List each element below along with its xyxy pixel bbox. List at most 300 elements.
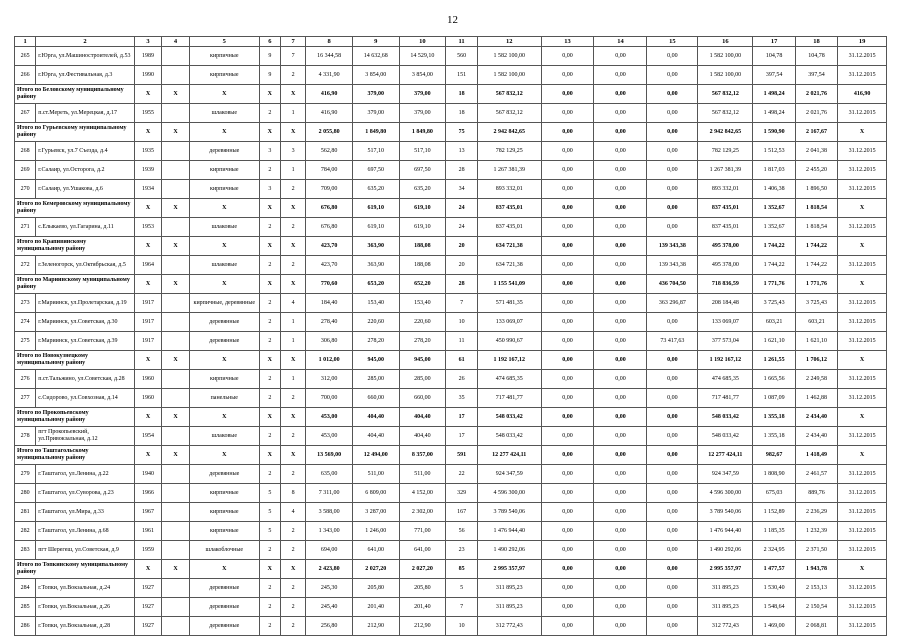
table-row [15,370,887,389]
table-cell: шлакоблочные [189,541,259,560]
table-cell: 1 087,09 [753,389,795,408]
total-cell: 653,20 [352,275,399,294]
total-cell: 2 027,20 [352,560,399,579]
table-cell: 0,00 [541,256,594,275]
table-cell: 2 [280,579,305,598]
table-cell: 1917 [134,332,162,351]
table-cell: 4 596 300,00 [477,484,541,503]
total-cell: Х [189,123,259,142]
total-cell: 85 [446,560,478,579]
table-cell: 2 [259,294,280,313]
table-cell: 31.12.2015 [838,503,887,522]
total-cell: 0,00 [594,446,647,465]
total-cell: Х [838,237,887,256]
table-cell: 1953 [134,218,162,237]
table-row [15,522,887,541]
table-cell: 495 378,00 [698,256,753,275]
table-cell: 0,00 [647,389,698,408]
total-cell: Х [280,446,305,465]
table-cell: 2 [259,541,280,560]
total-cell: 567 832,12 [477,85,541,104]
table-cell: кирпичные [189,484,259,503]
total-cell: 0,00 [594,408,647,427]
table-cell: 1940 [134,465,162,484]
total-cell: 12 494,00 [352,446,399,465]
table-cell: 2 [280,465,305,484]
total-cell: 0,00 [647,560,698,579]
column-number: 8 [306,37,353,47]
table-cell: 700,00 [306,389,353,408]
address-cell: г.Зеленогорск, ул.Октябрьская, д.5 [36,256,135,275]
table-cell: 31.12.2015 [838,617,887,636]
total-cell: Х [162,275,190,294]
table-cell: 3 854,00 [352,66,399,85]
table-cell: 0,00 [594,313,647,332]
total-cell: 0,00 [647,123,698,142]
table-cell: 1 476 944,40 [698,522,753,541]
table-cell: 0,00 [541,161,594,180]
total-cell: Х [162,237,190,256]
table-cell: 603,21 [795,313,837,332]
table-cell: 278,20 [352,332,399,351]
table-cell [162,617,190,636]
table-cell: 641,00 [352,541,399,560]
table-cell: 212,90 [399,617,446,636]
row-number: 282 [15,522,36,541]
table-cell: 423,70 [306,256,353,275]
table-cell: 1 469,00 [753,617,795,636]
table-cell: 2 150,54 [795,598,837,617]
table-cell: 9 [259,47,280,66]
row-number: 271 [15,218,36,237]
total-cell: 0,00 [647,351,698,370]
table-cell: кирпичные [189,180,259,199]
total-cell: 1 261,55 [753,351,795,370]
table-cell: 8 [280,484,305,503]
total-cell: 0,00 [594,123,647,142]
table-cell: 2 [280,180,305,199]
total-cell: 363,90 [352,237,399,256]
table-cell: 278,20 [399,332,446,351]
column-number: 1 [15,37,36,47]
table-cell: 0,00 [594,598,647,617]
table-cell: 1 355,18 [753,427,795,446]
table-cell: 31.12.2015 [838,465,887,484]
table-cell: 133 069,07 [477,313,541,332]
total-cell: Х [838,199,887,218]
row-number: 277 [15,389,36,408]
total-cell: Х [162,351,190,370]
column-number: 16 [698,37,753,47]
table-cell: деревянные [189,617,259,636]
table-cell: 0,00 [594,104,647,123]
table-cell: 635,20 [352,180,399,199]
column-number: 3 [134,37,162,47]
table-cell: 0,00 [594,370,647,389]
table-cell: 3 789 540,06 [698,503,753,522]
total-cell: Х [189,446,259,465]
municipality-total-label: Итого по Прокопьевскому муниципальному району [15,408,135,427]
table-cell: 1959 [134,541,162,560]
total-cell: 1 849,80 [399,123,446,142]
total-cell: 2 434,40 [795,408,837,427]
total-cell: 770,60 [306,275,353,294]
table-cell: 1961 [134,522,162,541]
total-cell: Х [162,446,190,465]
total-cell: Х [280,199,305,218]
total-cell: 0,00 [541,560,594,579]
table-cell: 4 [280,503,305,522]
total-cell: 837 435,01 [698,199,753,218]
total-cell: Х [280,275,305,294]
table-cell [162,142,190,161]
table-cell: 2 [259,332,280,351]
subtotal-row [15,408,887,427]
table-cell: кирпичные [189,66,259,85]
table-cell: 31.12.2015 [838,579,887,598]
municipality-total-label: Итого по Гурьевскому муниципальному району [15,123,135,142]
address-cell: г.Юрга, ул.Машиностроителей, д.53 [36,47,135,66]
table-cell: 18 [446,104,478,123]
table-cell: 511,00 [352,465,399,484]
table-cell: 837 435,01 [698,218,753,237]
table-cell [162,598,190,617]
row-number: 274 [15,313,36,332]
total-cell: 0,00 [541,199,594,218]
table-cell: 73 417,63 [647,332,698,351]
table-cell [162,104,190,123]
table-cell: 379,00 [352,104,399,123]
table-cell: 1 582 100,00 [477,66,541,85]
table-row [15,142,887,161]
table-cell: 9 [259,66,280,85]
table-cell: 10 [446,313,478,332]
total-cell: Х [838,560,887,579]
address-cell: с.Елыкаево, ул.Гагарина, д.11 [36,218,135,237]
table-cell: 17 [446,427,478,446]
table-cell: 0,00 [647,180,698,199]
column-number: 5 [189,37,259,47]
row-number: 285 [15,598,36,617]
table-cell: 220,60 [399,313,446,332]
table-cell: 1 152,89 [753,503,795,522]
total-cell: 0,00 [541,237,594,256]
table-cell: 0,00 [594,484,647,503]
total-cell: Х [280,237,305,256]
table-cell: 0,00 [647,465,698,484]
total-cell: 28 [446,275,478,294]
table-cell: 1 744,22 [795,256,837,275]
total-cell: Х [280,408,305,427]
total-cell: Х [838,351,887,370]
table-row [15,218,887,237]
table-cell: 2 [259,313,280,332]
table-cell: 697,50 [352,161,399,180]
table-cell: 2 021,76 [795,104,837,123]
table-cell: 1 896,50 [795,180,837,199]
table-cell: 0,00 [541,370,594,389]
total-cell: 676,80 [306,199,353,218]
table-cell: 1917 [134,313,162,332]
table-cell: 1 267 381,39 [698,161,753,180]
total-cell: Х [162,560,190,579]
subtotal-row [15,275,887,294]
table-cell: 377 573,04 [698,332,753,351]
table-cell: 104,78 [795,47,837,66]
table-cell: 2 [259,389,280,408]
table-cell: 560 [446,47,478,66]
total-cell: Х [134,408,162,427]
table-cell: 31.12.2015 [838,104,887,123]
table-row [15,503,887,522]
table-cell: 1 582 100,00 [698,47,753,66]
table-cell: 619,10 [352,218,399,237]
table-cell: 517,10 [352,142,399,161]
table-cell: 924 347,59 [698,465,753,484]
table-cell: 474 685,35 [477,370,541,389]
address-cell: п.ст.Тальжино, ул.Советская, д.28 [36,370,135,389]
table-cell: 20 [446,256,478,275]
table-cell: 1964 [134,256,162,275]
total-cell: 1 590,90 [753,123,795,142]
table-cell: 450 990,67 [477,332,541,351]
table-cell: кирпичные [189,522,259,541]
total-cell: Х [259,199,280,218]
table-cell: 4 596 300,00 [698,484,753,503]
table-cell: 1989 [134,47,162,66]
table-cell: деревянные [189,142,259,161]
table-cell: деревянные [189,313,259,332]
subtotal-row [15,351,887,370]
table-cell: 5 [259,484,280,503]
table-cell: 1 621,10 [753,332,795,351]
table-cell: 548 033,42 [477,427,541,446]
municipality-total-label: Итого по Крапивинскому муниципальному району [15,237,135,256]
table-cell: 34 [446,180,478,199]
table-cell: 0,00 [647,66,698,85]
total-cell: 139 343,38 [647,237,698,256]
table-cell: 0,00 [594,503,647,522]
municipality-total-label: Итого по Новокузнецкому муниципальному району [15,351,135,370]
table-cell: 2 [280,617,305,636]
total-cell: 20 [446,237,478,256]
table-cell: 0,00 [541,142,594,161]
total-cell: 2 995 357,97 [698,560,753,579]
total-cell: 0,00 [541,275,594,294]
table-cell: 0,00 [541,465,594,484]
table-cell: 1 [280,161,305,180]
table-cell: 4 [280,294,305,313]
row-number: 283 [15,541,36,560]
row-number: 286 [15,617,36,636]
table-cell: 0,00 [594,465,647,484]
total-cell: Х [162,123,190,142]
table-cell: 0,00 [541,332,594,351]
table-cell: 133 069,07 [698,313,753,332]
table-cell: 311 895,23 [477,579,541,598]
address-cell: г.Салаир, ул.Ушакова, д.6 [36,180,135,199]
total-cell: 379,00 [352,85,399,104]
row-number: 265 [15,47,36,66]
table-cell: 256,80 [306,617,353,636]
table-cell: 2 [280,522,305,541]
table-row [15,313,887,332]
table-cell: 188,08 [399,256,446,275]
table-cell: 0,00 [541,313,594,332]
total-cell: 423,70 [306,237,353,256]
table-cell: 14 529,10 [399,47,446,66]
row-number: 284 [15,579,36,598]
address-cell: пгт Прокопьевский, ул.Привокзальная, д.12 [36,427,135,446]
total-cell: 634 721,38 [477,237,541,256]
total-cell: 416,90 [306,85,353,104]
total-cell: 495 378,00 [698,237,753,256]
table-cell: 694,00 [306,541,353,560]
table-cell: 397,54 [795,66,837,85]
table-cell: 2 [259,617,280,636]
table-cell: 10 [446,617,478,636]
table-cell: 1 744,22 [753,256,795,275]
table-cell: 1 817,03 [753,161,795,180]
total-cell: 2 167,67 [795,123,837,142]
subtotal-row [15,560,887,579]
table-cell: 212,90 [352,617,399,636]
table-cell: 474 685,35 [698,370,753,389]
table-cell [162,66,190,85]
table-cell: 16 344,58 [306,47,353,66]
table-cell: деревянные [189,579,259,598]
total-cell: 652,20 [399,275,446,294]
table-cell: 0,00 [647,313,698,332]
table-cell: 11 [446,332,478,351]
table-cell: деревянные [189,598,259,617]
total-cell: 1 192 167,12 [698,351,753,370]
table-cell: 453,00 [306,427,353,446]
total-cell: 2 942 842,65 [698,123,753,142]
table-row [15,427,887,446]
total-cell: 18 [446,85,478,104]
total-cell: 2 942 842,65 [477,123,541,142]
table-cell: 0,00 [647,579,698,598]
table-cell: 1927 [134,579,162,598]
table-cell: 571 481,35 [477,294,541,313]
row-number: 273 [15,294,36,313]
table-cell: 0,00 [541,47,594,66]
table-cell: 153,40 [399,294,446,313]
header-row [15,37,887,47]
total-cell: 0,00 [594,237,647,256]
table-cell: 0,00 [541,104,594,123]
table-cell: 0,00 [594,522,647,541]
table-cell: 660,00 [399,389,446,408]
total-cell: 1 706,12 [795,351,837,370]
column-number: 2 [36,37,135,47]
table-cell: 889,76 [795,484,837,503]
column-number: 13 [541,37,594,47]
table-cell [162,389,190,408]
table-cell: 1 406,38 [753,180,795,199]
table-cell: 416,90 [306,104,353,123]
table-row [15,541,887,560]
table-cell: 397,54 [753,66,795,85]
table-cell: 1 512,53 [753,142,795,161]
table-cell: 1 530,40 [753,579,795,598]
table-cell: 511,00 [399,465,446,484]
table-cell: 0,00 [594,294,647,313]
total-cell: Х [838,408,887,427]
table-cell: 660,00 [352,389,399,408]
table-cell: 0,00 [594,389,647,408]
table-cell: 0,00 [594,142,647,161]
total-cell: Х [259,408,280,427]
address-cell: г.Мариинск, ул.Советская, д.30 [36,313,135,332]
table-cell: 208 184,48 [698,294,753,313]
address-cell: г.Мариинск, ул.Пролетарская, д.19 [36,294,135,313]
municipality-total-label: Итого по Мариинскому муниципальному району [15,275,135,294]
address-cell: г.Топки, ул.Вокзальная, д.26 [36,598,135,617]
table-cell: 0,00 [647,598,698,617]
total-cell: 416,90 [838,85,887,104]
table-cell: 548 033,42 [698,427,753,446]
table-cell: 3 [259,180,280,199]
table-cell: 205,80 [352,579,399,598]
address-cell: г.Салаир, ул.Осторога, д.2 [36,161,135,180]
table-cell: 1 548,64 [753,598,795,617]
table-cell: 2 434,40 [795,427,837,446]
table-cell: 0,00 [541,180,594,199]
table-row [15,104,887,123]
table-cell: 363 296,87 [647,294,698,313]
table-cell: 0,00 [647,104,698,123]
table-cell: 31.12.2015 [838,66,887,85]
table-cell: 1 665,56 [753,370,795,389]
table-cell: 2 [280,389,305,408]
total-cell: 1 498,24 [753,85,795,104]
address-cell: г.Таштагол, ул.Ленина, д.22 [36,465,135,484]
table-cell [162,541,190,560]
table-cell: 0,00 [647,503,698,522]
table-cell: 312 772,43 [477,617,541,636]
table-cell: 404,40 [352,427,399,446]
table-cell: 31.12.2015 [838,294,887,313]
total-cell: Х [189,560,259,579]
total-cell: Х [259,446,280,465]
total-cell: 0,00 [647,199,698,218]
table-cell: 0,00 [594,47,647,66]
column-number: 14 [594,37,647,47]
table-cell: кирпичные, деревянные [189,294,259,313]
table-cell: 0,00 [647,484,698,503]
table-cell: 5 [259,522,280,541]
table-cell: 517,10 [399,142,446,161]
table-cell: 1 343,00 [306,522,353,541]
table-cell: 151 [446,66,478,85]
table-cell: 4 331,90 [306,66,353,85]
column-number: 12 [477,37,541,47]
housing-table [14,36,887,636]
total-cell: 436 704,50 [647,275,698,294]
table-cell [162,294,190,313]
total-cell: 75 [446,123,478,142]
table-cell: 26 [446,370,478,389]
table-cell: 2 [280,256,305,275]
table-cell: 1 621,10 [795,332,837,351]
total-cell: 2 995 357,97 [477,560,541,579]
total-cell: Х [838,275,887,294]
total-cell: 188,08 [399,237,446,256]
table-cell: 0,00 [541,617,594,636]
total-cell: 404,40 [352,408,399,427]
